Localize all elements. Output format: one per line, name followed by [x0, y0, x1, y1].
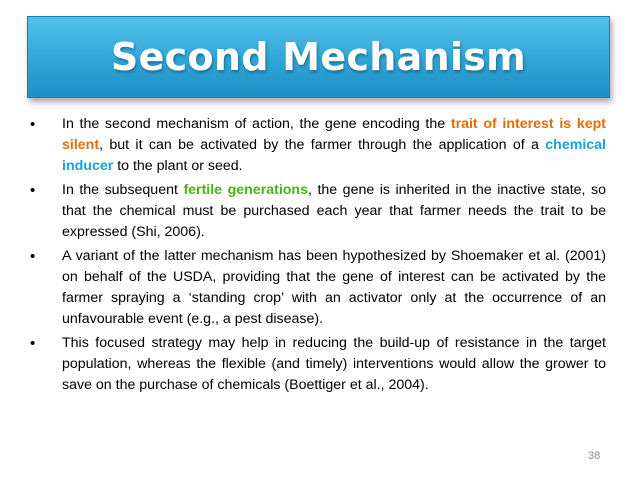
page-number: 38: [588, 450, 601, 462]
slide-title: Second Mechanism: [110, 35, 527, 79]
bullet-text: A variant of the latter mechanism has been hypothesized by Shoemaker et al. (2001) on behalf of the USDA, providing that the gene of interest can be activated by the farmer spraying a ‘standing crop’ with an activator only at the occurrence of an unfavourable event (e.g., a pest disease).: [62, 248, 606, 327]
bullet-marker: •: [30, 182, 36, 199]
bullet-item-1: [26, 114, 606, 177]
bullet-text: In the second mechanism of action, the gene encoding the: [62, 116, 451, 132]
title-banner: [27, 16, 610, 98]
bullet-text: , the gene is inherited in the inactive state, so that the chemical must be purchased each year that farmer needs the trait to be expressed (Shi, 2006).: [62, 182, 606, 240]
bullet-item-3: [26, 246, 606, 330]
bullet-text: This focused strategy may help in reducing the build-up of resistance in the target population, whereas the flexible (and timely) interventions would allow the grower to save on the purchase of chemicals (Boettiger et al., 2004).: [62, 335, 606, 393]
highlight-fertile-generations: fertile generations: [183, 182, 308, 198]
bullet-item-4: [26, 333, 606, 396]
bullet-marker: •: [30, 116, 36, 133]
bullet-text: to the plant or seed.: [113, 158, 243, 174]
bullet-text: , but it can be activated by the farmer through the application of a: [99, 137, 546, 153]
highlight-chemical-inducer: chemical inducer: [62, 137, 606, 174]
bullet-marker: •: [30, 335, 36, 352]
bullet-marker: •: [30, 248, 36, 265]
highlight-trait-silent: trait of interest is kept silent: [62, 116, 606, 153]
bullet-text: In the subsequent: [62, 182, 184, 198]
bullet-list: [26, 114, 606, 399]
bullet-item-2: [26, 180, 606, 243]
